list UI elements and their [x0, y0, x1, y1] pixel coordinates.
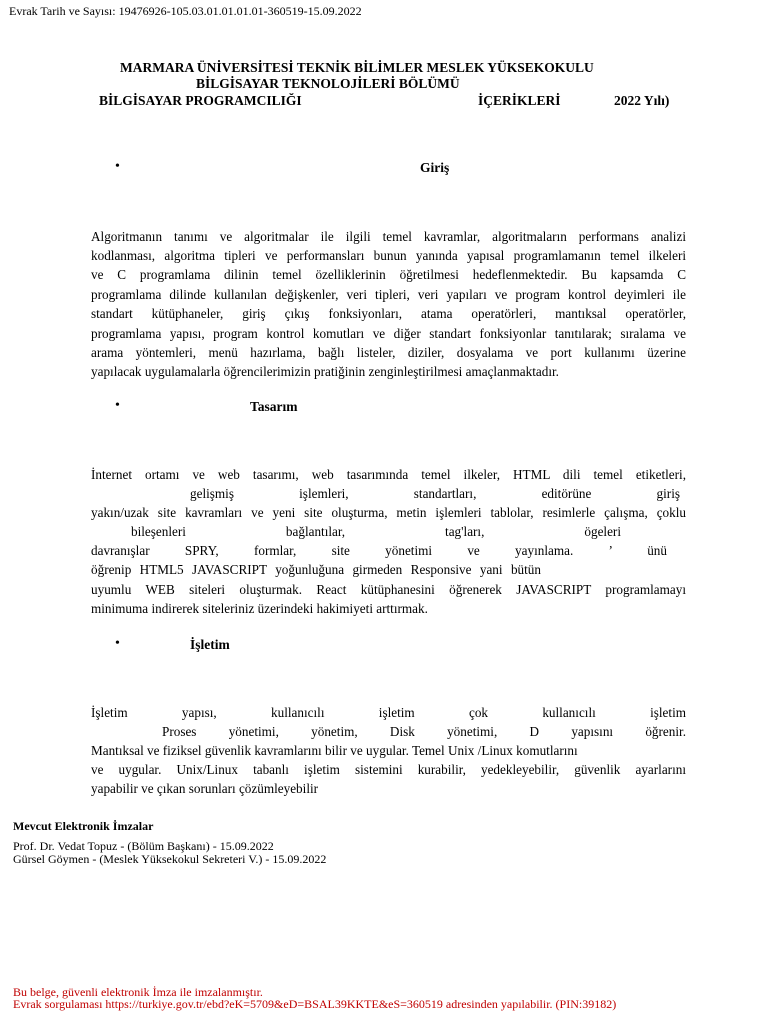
- document-reference: Evrak Tarih ve Sayısı: 19476926-105.03.01.01.01.01-360519-15.09.2022: [9, 4, 362, 18]
- paragraph-line: Mantıksal ve fiziksel güvenlik kavramlarını bilir ve uygular. Temel Unix /Linux komutlarını: [91, 743, 578, 758]
- paragraph-line: bileşenleri bağlantılar, tag'ları, ögeleri: [131, 524, 621, 539]
- paragraph-line: programlama yapısı, program kontrol komutları ve diğer standart fonksiyonlar tanıtılarak; sıralama ve: [91, 326, 686, 341]
- paragraph-line: Proses yönetimi, yönetim, Disk yönetimi, D yapısını öğrenir.: [162, 724, 686, 739]
- paragraph-line: kodlanması, algoritma tipleri ve performansları bunun yanında yapısal programlamanın temel ilkeleri: [91, 248, 686, 263]
- bullet: •: [115, 398, 120, 413]
- paragraph-line: İşletim yapısı, kullanıcılı işletim çok kullanıcılı işletim: [91, 705, 686, 720]
- paragraph-line: davranışlar SPRY, formlar, site yönetimi ve yayınlama. ’ ünü: [91, 543, 667, 558]
- paragraph-line: ve C programlama dilinin temel özelliklerinin öğretilmesi hedeflenmektedir. Bu kapsamda C: [91, 267, 686, 282]
- paragraph-line: arama yöntemleri, menü hazırlama, bağlı listeler, diziler, dosyalama ve port kullanımı üzerine: [91, 345, 686, 360]
- paragraph-line: standart kütüphaneler, giriş çıkış fonksiyonları, atama operatörleri, mantıksal operatörler,: [91, 306, 686, 321]
- paragraph-line: yakın/uzak site kavramları ve yeni site oluşturma, metin işlemleri tablolar, resimlerle çalışma, çoklu: [91, 505, 686, 520]
- paragraph-line: uyumlu WEB siteleri oluşturmak. React kütüphanesini öğrenerek JAVASCRIPT programlamayı: [91, 582, 686, 597]
- signature-line: Prof. Dr. Vedat Topuz - (Bölüm Başkanı) - 15.09.2022: [13, 839, 274, 853]
- contents-label: İÇERİKLERİ: [478, 93, 561, 108]
- section-title-giris: Giriş: [420, 160, 450, 175]
- section-title-tasarim: Tasarım: [250, 399, 298, 414]
- institution-title: MARMARA ÜNİVERSİTESİ TEKNİK BİLİMLER MESLEK YÜKSEKOKULU: [120, 60, 594, 75]
- section-title-isletim: İşletim: [190, 637, 230, 652]
- year-label: 2022 Yılı): [614, 93, 670, 108]
- paragraph-line: minimuma indirerek siteleriniz üzerindeki hakimiyeti arttırmak.: [91, 601, 428, 616]
- paragraph-line: İnternet ortamı ve web tasarımı, web tasarımında temel ilkeler, HTML dili temel etiketleri,: [91, 467, 686, 482]
- paragraph-line: yapabilir ve çıkan sorunları çözümleyebilir: [91, 781, 319, 796]
- paragraph-line: programlama dilinde kullanılan değişkenler, veri tipleri, veri yapıları ve program kontrol deyimleri ile: [91, 287, 686, 302]
- paragraph-line: Algoritmanın tanımı ve algoritmalar ile ilgili temel kavramlar, algoritmaların performans analizi: [91, 229, 686, 244]
- footer-verification: Evrak sorgulaması https://turkiye.gov.tr/ebd?eK=5709&eD=BSAL39KKTE&eS=360519 adresinden yapılabilir. (PIN:39182): [13, 997, 617, 1011]
- paragraph-line: öğrenip HTML5 JAVASCRIPT yoğunluğuna girmeden Responsive yani bütün: [91, 562, 541, 577]
- footer-notice: Bu belge, güvenli elektronik İmza ile imzalanmıştır.: [13, 985, 263, 999]
- bullet: •: [115, 159, 120, 174]
- paragraph-line: ve uygular. Unix/Linux tabanlı işletim sistemini kurabilir, yedekleyebilir, güvenlik ayarlarını: [91, 762, 686, 777]
- paragraph-line: gelişmiş işlemleri, standartları, editörüne giriş: [190, 486, 680, 501]
- bullet: •: [115, 636, 120, 651]
- signature-line: Gürsel Göymen - (Meslek Yüksekokul Sekreteri V.) - 15.09.2022: [13, 852, 327, 866]
- department-title: BİLGİSAYAR TEKNOLOJİLERİ BÖLÜMÜ: [196, 76, 460, 91]
- paragraph-line: yapılacak uygulamalarla öğrencilerimizin pratiğinin zenginleştirilmesi amaçlanmaktadır.: [91, 364, 559, 379]
- program-title: BİLGİSAYAR PROGRAMCILIĞI: [99, 93, 302, 108]
- signatures-title: Mevcut Elektronik İmzalar: [13, 819, 154, 833]
